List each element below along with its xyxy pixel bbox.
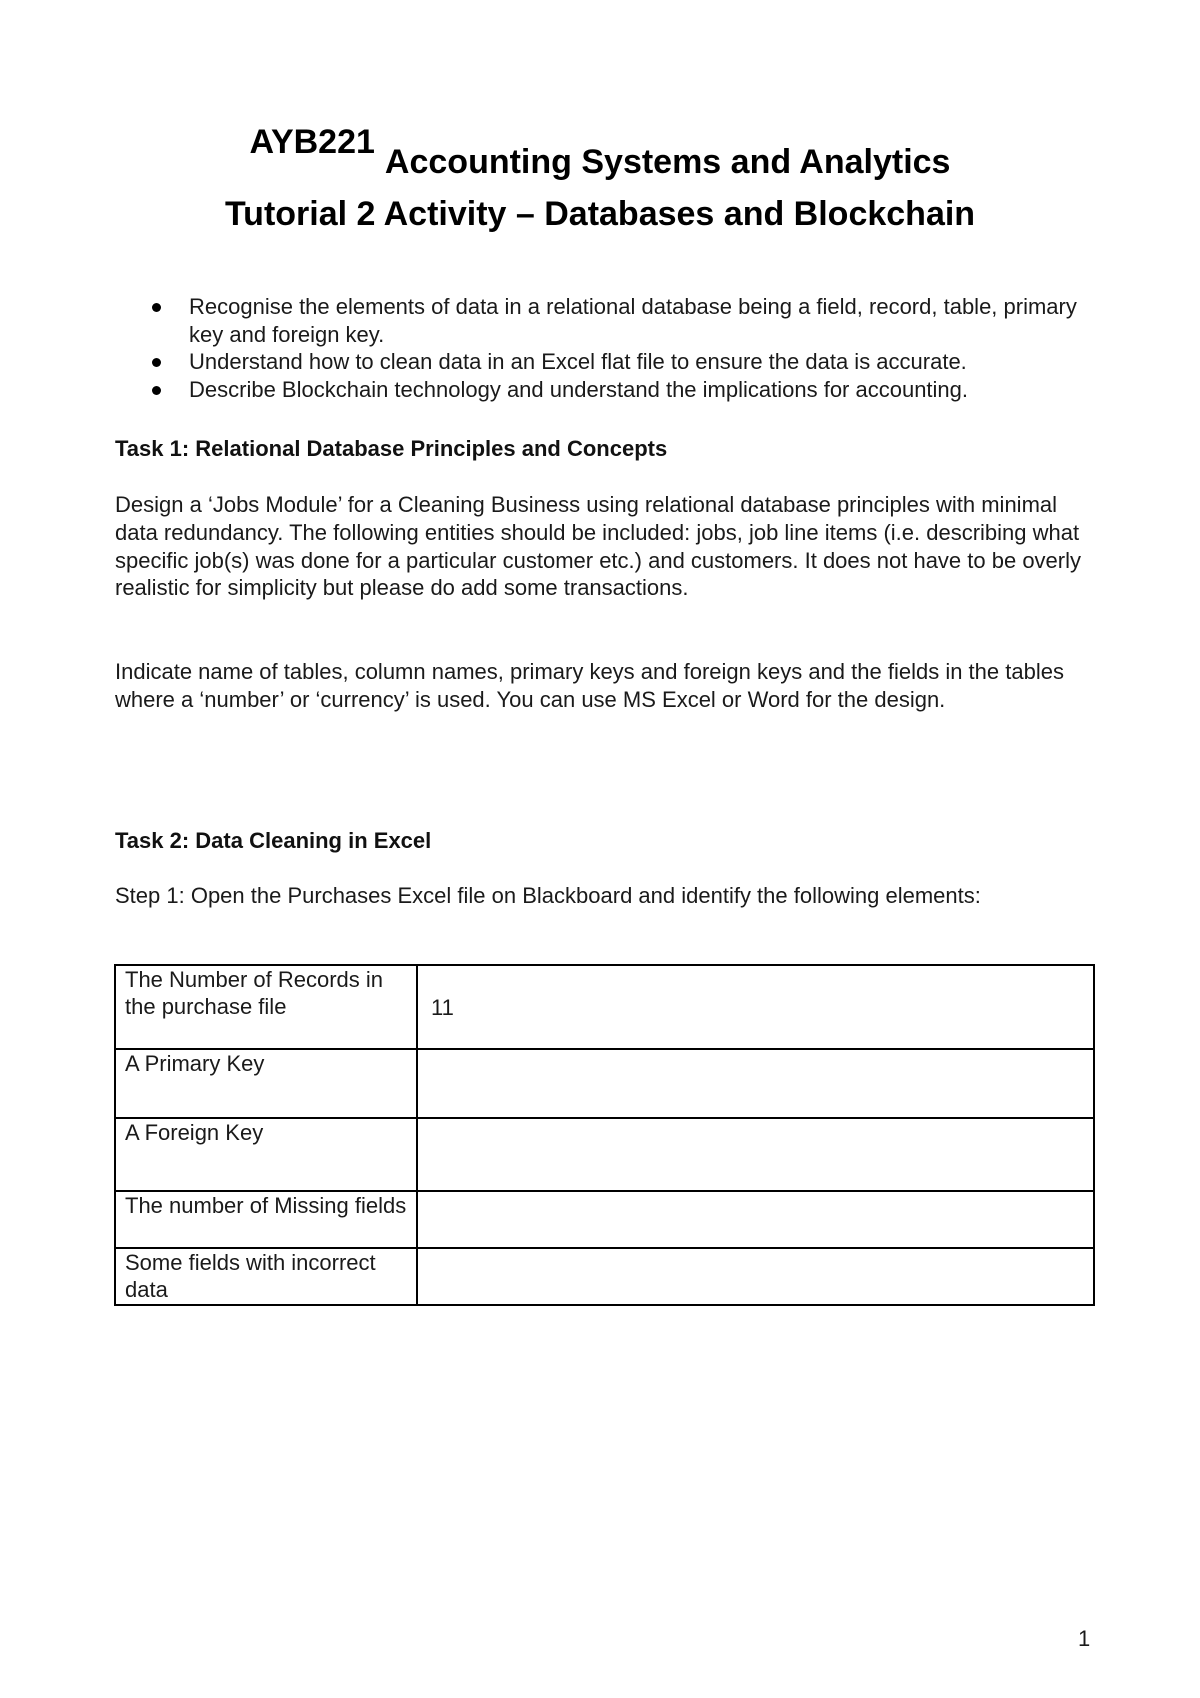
task1-paragraph-1: Design a ‘Jobs Module’ for a Cleaning Business using relational database principles with minimal data redundancy. The following entities should be included: jobs, job line items (i.e. describing what specific job(s) was done for a particular customer etc.) and customers. It does not have to be overly realistic for simplicity but please do add some transactions.	[115, 492, 1082, 601]
objective-item	[149, 348, 1099, 376]
table-label-cell: A Foreign Key	[115, 1118, 417, 1191]
table-row	[115, 1191, 1094, 1248]
course-code: AYB221	[249, 123, 375, 161]
table-row	[115, 1049, 1094, 1118]
table-label-cell: The Number of Records in the purchase file	[115, 965, 417, 1049]
learning-objectives-list	[149, 293, 1099, 403]
page-number: 1	[1078, 1626, 1091, 1651]
task1-paragraph-2: Indicate name of tables, column names, primary keys and foreign keys and the fields in the tables where a ‘number’ or ‘currency’ is used. You can use MS Excel or Word for the design.	[115, 659, 1064, 712]
table-label-cell: The number of Missing fields	[115, 1191, 417, 1248]
bullet-icon	[152, 386, 161, 395]
purchase-elements-table	[114, 964, 1095, 1306]
table-label-cell: A Primary Key	[115, 1049, 417, 1118]
document-subtitle: Tutorial 2 Activity – Databases and Blockchain	[224, 195, 976, 233]
table-value-cell[interactable]	[417, 1248, 1094, 1305]
objective-text: Recognise the elements of data in a relational database being a field, record, table, primary key and foreign key.	[189, 294, 1077, 347]
table-value-cell[interactable]	[417, 1191, 1094, 1248]
bullet-icon	[152, 358, 161, 367]
bullet-icon	[152, 303, 161, 312]
table-row	[115, 1118, 1094, 1191]
table-row	[115, 1248, 1094, 1305]
table-row	[115, 965, 1094, 1049]
objective-text: Describe Blockchain technology and understand the implications for accounting.	[189, 376, 969, 402]
objective-item	[149, 376, 1099, 404]
table-value-cell[interactable]	[417, 1118, 1094, 1191]
document-title	[0, 112, 1200, 192]
task2-heading: Task 2: Data Cleaning in Excel	[115, 828, 432, 853]
task2-step1: Step 1: Open the Purchases Excel file on Blackboard and identify the following elements:	[115, 883, 981, 908]
table-value-cell[interactable]: 11	[417, 965, 1094, 1049]
table-value-cell[interactable]	[417, 1049, 1094, 1118]
objective-text: Understand how to clean data in an Excel flat file to ensure the data is accurate.	[189, 349, 967, 374]
course-name: Accounting Systems and Analytics	[384, 143, 951, 181]
task1-heading: Task 1: Relational Database Principles and Concepts	[115, 436, 668, 461]
table-label-cell: Some fields with incorrect data	[115, 1248, 417, 1305]
objective-item	[149, 293, 1099, 348]
